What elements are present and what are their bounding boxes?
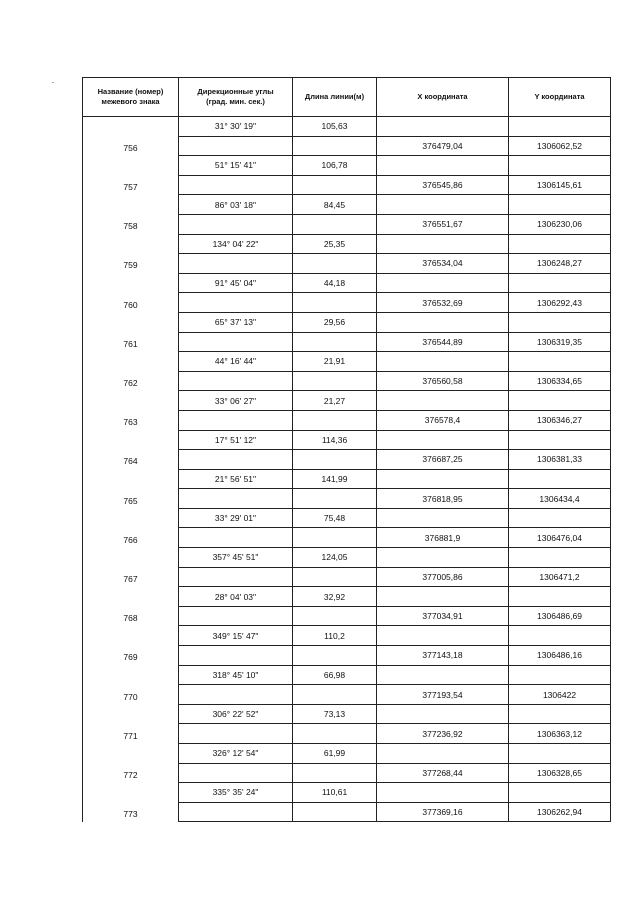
point-name-cell xyxy=(83,685,179,705)
point-name-cell xyxy=(83,802,179,822)
line-length: 106,78 xyxy=(293,156,377,176)
direction-angle: 44° 16' 44" xyxy=(179,352,293,372)
point-name-cell xyxy=(83,156,179,176)
point-name-cell xyxy=(83,117,179,137)
boundary-coordinates-table xyxy=(82,77,611,822)
point-name: 762 xyxy=(123,378,138,389)
x-cell xyxy=(377,391,509,411)
length-cell xyxy=(293,685,377,705)
y-coordinate: 1306381,33 xyxy=(509,450,611,470)
x-cell xyxy=(377,783,509,803)
y-cell xyxy=(509,312,611,332)
x-coordinate: 376687,25 xyxy=(377,450,509,470)
line-length: 110,2 xyxy=(293,626,377,646)
segment-row xyxy=(83,626,611,646)
point-name-cell xyxy=(83,136,179,156)
angle-cell xyxy=(179,646,293,666)
x-coordinate: 376532,69 xyxy=(377,293,509,313)
x-cell xyxy=(377,665,509,685)
angle-cell xyxy=(179,489,293,509)
y-coordinate: 1306346,27 xyxy=(509,410,611,430)
y-cell xyxy=(509,704,611,724)
point-name-cell xyxy=(83,646,179,666)
point-name-cell xyxy=(83,195,179,215)
point-row xyxy=(83,724,611,744)
x-coordinate: 377268,44 xyxy=(377,763,509,783)
direction-angle: 349° 15' 47" xyxy=(179,626,293,646)
x-coordinate: 377236,92 xyxy=(377,724,509,744)
point-name: 759 xyxy=(123,260,138,271)
header-length: Длина линии(м) xyxy=(293,78,377,117)
direction-angle: 318° 45' 10" xyxy=(179,665,293,685)
line-length: 44,18 xyxy=(293,273,377,293)
direction-angle: 306° 22' 52" xyxy=(179,704,293,724)
angle-cell xyxy=(179,450,293,470)
point-name-cell xyxy=(83,489,179,509)
angle-cell xyxy=(179,175,293,195)
point-name: 768 xyxy=(123,613,138,624)
point-name: 756 xyxy=(123,142,138,153)
angle-cell xyxy=(179,724,293,744)
angle-cell xyxy=(179,332,293,352)
x-cell xyxy=(377,156,509,176)
line-length: 124,05 xyxy=(293,548,377,568)
point-row xyxy=(83,646,611,666)
line-length: 25,35 xyxy=(293,234,377,254)
direction-angle: 51° 15' 41" xyxy=(179,156,293,176)
length-cell xyxy=(293,646,377,666)
point-name-cell xyxy=(83,273,179,293)
y-cell xyxy=(509,665,611,685)
x-cell xyxy=(377,352,509,372)
direction-angle: 335° 35' 24" xyxy=(179,783,293,803)
line-length: 29,56 xyxy=(293,312,377,332)
x-cell xyxy=(377,744,509,764)
segment-row xyxy=(83,508,611,528)
length-cell xyxy=(293,293,377,313)
y-coordinate: 1306230,06 xyxy=(509,214,611,234)
angle-cell xyxy=(179,136,293,156)
line-length: 110,61 xyxy=(293,783,377,803)
y-cell xyxy=(509,626,611,646)
direction-angle: 134° 04' 22" xyxy=(179,234,293,254)
segment-row xyxy=(83,469,611,489)
x-cell xyxy=(377,234,509,254)
y-cell xyxy=(509,391,611,411)
segment-row xyxy=(83,117,611,137)
x-coordinate: 376560,58 xyxy=(377,371,509,391)
point-name: 767 xyxy=(123,573,138,584)
point-name-cell xyxy=(83,744,179,764)
x-coordinate: 377143,18 xyxy=(377,646,509,666)
y-cell xyxy=(509,117,611,137)
x-cell xyxy=(377,469,509,489)
direction-angle: 357° 45' 51" xyxy=(179,548,293,568)
direction-angle: 17° 51' 12" xyxy=(179,430,293,450)
y-cell xyxy=(509,783,611,803)
y-cell xyxy=(509,508,611,528)
point-name-cell xyxy=(83,293,179,313)
point-name-cell xyxy=(83,528,179,548)
point-name-cell xyxy=(83,254,179,274)
point-name: 765 xyxy=(123,495,138,506)
angle-cell xyxy=(179,254,293,274)
length-cell xyxy=(293,528,377,548)
length-cell xyxy=(293,332,377,352)
line-length: 141,99 xyxy=(293,469,377,489)
segment-row xyxy=(83,587,611,607)
x-cell xyxy=(377,312,509,332)
x-cell xyxy=(377,430,509,450)
segment-row xyxy=(83,312,611,332)
y-cell xyxy=(509,430,611,450)
y-cell xyxy=(509,273,611,293)
y-coordinate: 1306434,4 xyxy=(509,489,611,509)
point-row xyxy=(83,567,611,587)
point-name-cell xyxy=(83,665,179,685)
point-name-cell xyxy=(83,430,179,450)
y-cell xyxy=(509,234,611,254)
line-length: 32,92 xyxy=(293,587,377,607)
y-coordinate: 1306363,12 xyxy=(509,724,611,744)
point-name: 770 xyxy=(123,691,138,702)
y-cell xyxy=(509,469,611,489)
point-name: 758 xyxy=(123,221,138,232)
x-coordinate: 377369,16 xyxy=(377,802,509,822)
point-name: 769 xyxy=(123,652,138,663)
point-name: 761 xyxy=(123,338,138,349)
line-length: 114,36 xyxy=(293,430,377,450)
y-coordinate: 1306471,2 xyxy=(509,567,611,587)
x-coordinate: 376551,67 xyxy=(377,214,509,234)
line-length: 66,98 xyxy=(293,665,377,685)
y-coordinate: 1306248,27 xyxy=(509,254,611,274)
angle-cell xyxy=(179,606,293,626)
length-cell xyxy=(293,763,377,783)
x-cell xyxy=(377,548,509,568)
point-name-cell xyxy=(83,469,179,489)
direction-angle: 21° 56' 51" xyxy=(179,469,293,489)
header-name: Название (номер) межевого знака xyxy=(83,78,179,117)
table-body xyxy=(83,117,611,822)
y-coordinate: 1306328,65 xyxy=(509,763,611,783)
point-name-cell xyxy=(83,371,179,391)
point-name: 772 xyxy=(123,769,138,780)
x-coordinate: 376578,4 xyxy=(377,410,509,430)
segment-row xyxy=(83,744,611,764)
direction-angle: 326° 12' 54" xyxy=(179,744,293,764)
scan-speck xyxy=(52,82,54,83)
point-name: 766 xyxy=(123,534,138,545)
point-row xyxy=(83,410,611,430)
angle-cell xyxy=(179,567,293,587)
line-length: 61,99 xyxy=(293,744,377,764)
segment-row xyxy=(83,195,611,215)
segment-row xyxy=(83,665,611,685)
point-name-cell xyxy=(83,391,179,411)
point-row xyxy=(83,685,611,705)
x-cell xyxy=(377,117,509,137)
point-name-cell xyxy=(83,626,179,646)
point-row xyxy=(83,254,611,274)
angle-cell xyxy=(179,214,293,234)
x-coordinate: 377005,86 xyxy=(377,567,509,587)
header-row xyxy=(83,78,611,117)
point-name-cell xyxy=(83,332,179,352)
x-cell xyxy=(377,626,509,646)
point-name-cell xyxy=(83,352,179,372)
x-coordinate: 376544,89 xyxy=(377,332,509,352)
point-name-cell xyxy=(83,548,179,568)
line-length: 21,27 xyxy=(293,391,377,411)
direction-angle: 65° 37' 13" xyxy=(179,312,293,332)
length-cell xyxy=(293,214,377,234)
direction-angle: 33° 06' 27" xyxy=(179,391,293,411)
length-cell xyxy=(293,567,377,587)
length-cell xyxy=(293,410,377,430)
point-row xyxy=(83,606,611,626)
y-coordinate: 1306145,61 xyxy=(509,175,611,195)
x-coordinate: 376818,95 xyxy=(377,489,509,509)
y-coordinate: 1306422 xyxy=(509,685,611,705)
point-name-cell xyxy=(83,312,179,332)
segment-row xyxy=(83,234,611,254)
angle-cell xyxy=(179,685,293,705)
x-cell xyxy=(377,587,509,607)
x-cell xyxy=(377,508,509,528)
y-coordinate: 1306062,52 xyxy=(509,136,611,156)
x-coordinate: 377193,54 xyxy=(377,685,509,705)
point-row xyxy=(83,371,611,391)
segment-row xyxy=(83,352,611,372)
point-name-cell xyxy=(83,508,179,528)
header-angle: Дирекционные углы (град. мин. сек.) xyxy=(179,78,293,117)
length-cell xyxy=(293,724,377,744)
x-coordinate: 376545,86 xyxy=(377,175,509,195)
x-coordinate: 376881,9 xyxy=(377,528,509,548)
length-cell xyxy=(293,175,377,195)
point-row xyxy=(83,489,611,509)
point-row xyxy=(83,450,611,470)
y-coordinate: 1306292,43 xyxy=(509,293,611,313)
direction-angle: 31° 30' 19" xyxy=(179,117,293,137)
x-coordinate: 377034,91 xyxy=(377,606,509,626)
point-row xyxy=(83,293,611,313)
length-cell xyxy=(293,254,377,274)
angle-cell xyxy=(179,528,293,548)
segment-row xyxy=(83,156,611,176)
y-coordinate: 1306334,65 xyxy=(509,371,611,391)
length-cell xyxy=(293,802,377,822)
direction-angle: 33° 29' 01" xyxy=(179,508,293,528)
point-row xyxy=(83,528,611,548)
segment-row xyxy=(83,391,611,411)
point-name-cell xyxy=(83,724,179,744)
direction-angle: 28° 04' 03" xyxy=(179,587,293,607)
y-coordinate: 1306319,35 xyxy=(509,332,611,352)
line-length: 21,91 xyxy=(293,352,377,372)
y-coordinate: 1306262,94 xyxy=(509,802,611,822)
point-row xyxy=(83,332,611,352)
y-cell xyxy=(509,744,611,764)
y-cell xyxy=(509,352,611,372)
segment-row xyxy=(83,704,611,724)
length-cell xyxy=(293,371,377,391)
point-name-cell xyxy=(83,606,179,626)
line-length: 105,63 xyxy=(293,117,377,137)
y-coordinate: 1306486,69 xyxy=(509,606,611,626)
point-name: 757 xyxy=(123,182,138,193)
angle-cell xyxy=(179,293,293,313)
point-name-cell xyxy=(83,214,179,234)
header-x: X координата xyxy=(377,78,509,117)
y-coordinate: 1306486,16 xyxy=(509,646,611,666)
line-length: 84,45 xyxy=(293,195,377,215)
y-cell xyxy=(509,156,611,176)
direction-angle: 86° 03' 18" xyxy=(179,195,293,215)
segment-row xyxy=(83,430,611,450)
y-coordinate: 1306476,04 xyxy=(509,528,611,548)
length-cell xyxy=(293,136,377,156)
x-cell xyxy=(377,195,509,215)
point-name-cell xyxy=(83,587,179,607)
point-row xyxy=(83,136,611,156)
angle-cell xyxy=(179,763,293,783)
point-name-cell xyxy=(83,763,179,783)
point-name-cell xyxy=(83,783,179,803)
segment-row xyxy=(83,548,611,568)
line-length: 75,48 xyxy=(293,508,377,528)
y-cell xyxy=(509,548,611,568)
point-name-cell xyxy=(83,234,179,254)
point-row xyxy=(83,214,611,234)
point-name: 760 xyxy=(123,299,138,310)
point-name: 773 xyxy=(123,809,138,820)
segment-row xyxy=(83,273,611,293)
angle-cell xyxy=(179,410,293,430)
point-name-cell xyxy=(83,704,179,724)
segment-row xyxy=(83,783,611,803)
length-cell xyxy=(293,489,377,509)
point-row xyxy=(83,802,611,822)
point-name-cell xyxy=(83,175,179,195)
point-name: 764 xyxy=(123,456,138,467)
length-cell xyxy=(293,606,377,626)
y-cell xyxy=(509,587,611,607)
point-name-cell xyxy=(83,450,179,470)
point-name: 771 xyxy=(123,730,138,741)
angle-cell xyxy=(179,371,293,391)
point-name-cell xyxy=(83,567,179,587)
angle-cell xyxy=(179,802,293,822)
header-y: Y координата xyxy=(509,78,611,117)
length-cell xyxy=(293,450,377,470)
x-cell xyxy=(377,704,509,724)
point-row xyxy=(83,175,611,195)
x-coordinate: 376479,04 xyxy=(377,136,509,156)
point-name: 763 xyxy=(123,417,138,428)
x-cell xyxy=(377,273,509,293)
line-length: 73,13 xyxy=(293,704,377,724)
direction-angle: 91° 45' 04" xyxy=(179,273,293,293)
point-row xyxy=(83,763,611,783)
point-name-cell xyxy=(83,410,179,430)
x-coordinate: 376534,04 xyxy=(377,254,509,274)
y-cell xyxy=(509,195,611,215)
